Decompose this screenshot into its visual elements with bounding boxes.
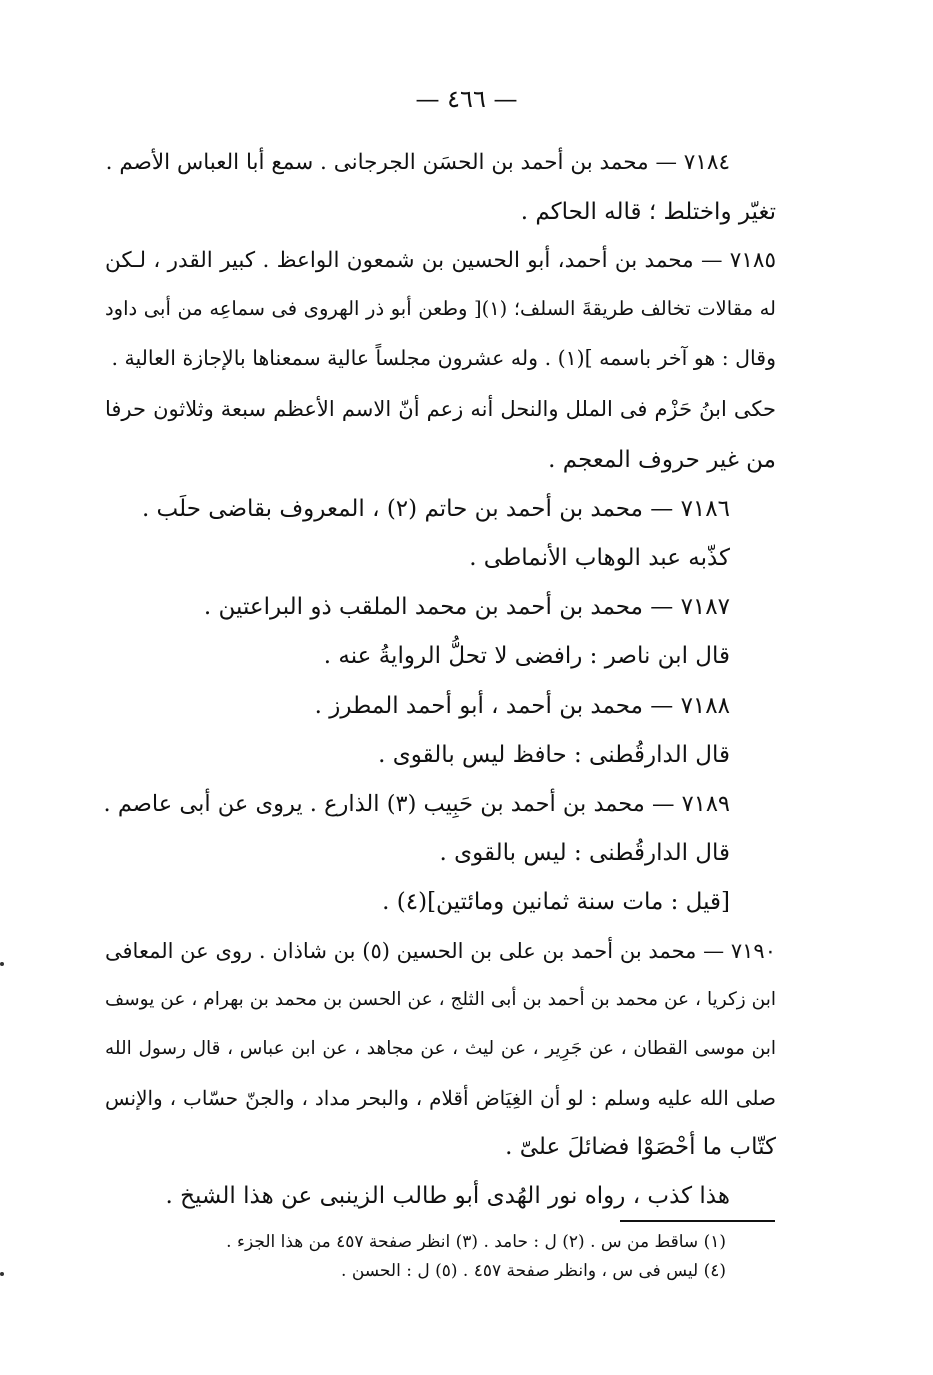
entry-7185-line-3: وقال : هو آخر باسمه ](١) . وله عشرون مجلساً عالية سمعناها بالإجازة العالية . (111, 346, 776, 370)
entry-7190-line-1: ٧١٩٠ — محمد بن أحمد بن على بن الحسين (٥) بن شاذان . روى عن المعافى (105, 939, 776, 963)
entry-7184-heading: ٧١٨٤ — محمد بن أحمد بن الحسَن الجرجانى . سمع أبا العباس الأصم . (105, 150, 730, 175)
entry-7187-note: قال ابن ناصر : رافضى لا تحلُّ الروايةُ عنه . (323, 643, 730, 669)
entry-7186-heading: ٧١٨٦ — محمد بن أحمد بن حاتم (٢) ، المعروف بقاضى حلَب . (141, 496, 730, 522)
entry-7185-line-4: حكى ابنُ حَزْم فى الملل والنحل أنه زعم أنّ الاسم الأعظم سبعة وثلاثون حرفا (105, 397, 777, 421)
footnote-line-2: (٤) ليس فى س ، وانظر صفحة ٤٥٧ . (٥) ل : الحسن . (341, 1261, 726, 1281)
entry-7190-line-4: صلى الله عليه وسلم : لو أن الغِيَاض أقلام ، والبحر مداد ، والجنّ حسّاب ، والإنس (105, 1086, 776, 1110)
entry-7190-line-2: ابن زكريا ، عن محمد بن أحمد بن أبى الثلج ، عن الحسن بن محمد بن بهرام ، عن يوسف (105, 989, 776, 1010)
entry-7185-line-5: من غير حروف المعجم . (548, 447, 776, 473)
entry-7184-note: تغيّر واختلط ؛ قاله الحاكم . (520, 199, 776, 225)
entry-7188-note: قال الدارقُطنى : حافظ ليس بالقوى . (378, 742, 730, 768)
entry-7190-line-5: كتّاب ما أحْصَوْا فضائلَ علىّ . (505, 1134, 776, 1160)
page-number: — ٤٦٦ — (415, 85, 518, 113)
entry-7189-heading: ٧١٨٩ — محمد بن أحمد بن حَبِيب (٣) الذارع . يروى عن أبى عاصم . (103, 791, 730, 817)
entry-7185-line-1: ٧١٨٥ — محمد بن أحمد، أبو الحسين بن شمعون الواعظ . كبير القدر ، لـكن (105, 248, 776, 273)
entry-7189-note-2: [قيل : مات سنة ثمانين ومائتين](٤) . (382, 889, 730, 915)
entry-7185-line-2: له مقالات تخالف طريقةَ السلف؛ (١)[ وطعن أبو ذر الهروى فى سماعِه من أبى داود (105, 297, 776, 320)
entry-7190-line-3: ابن موسى القطان ، عن جَرِير ، عن ليث ، عن مجاهد ، عن ابن عباس ، قال رسول الله (105, 1038, 776, 1059)
scan-speck (0, 962, 4, 966)
entry-7187-heading: ٧١٨٧ — محمد بن أحمد بن محمد الملقب ذو البراعتين . (203, 594, 730, 620)
entry-7186-note: كذّبه عبد الوهاب الأنماطى . (469, 545, 730, 571)
scan-speck (0, 1272, 4, 1276)
entry-7188-heading: ٧١٨٨ — محمد بن أحمد ، أبو أحمد المطرز . (314, 693, 730, 719)
footnote-separator (620, 1220, 775, 1222)
footnote-line-1: (١) ساقط من س . (٢) ل : حامد . (٣) انظر صفحة ٤٥٧ من هذا الجزء . (226, 1232, 726, 1252)
entry-7189-note-1: قال الدارقُطنى : ليس بالقوى . (439, 840, 730, 866)
entry-7190-note: هذا كذب ، رواه نور الهُدى أبو طالب الزينبى عن هذا الشيخ . (165, 1183, 730, 1209)
